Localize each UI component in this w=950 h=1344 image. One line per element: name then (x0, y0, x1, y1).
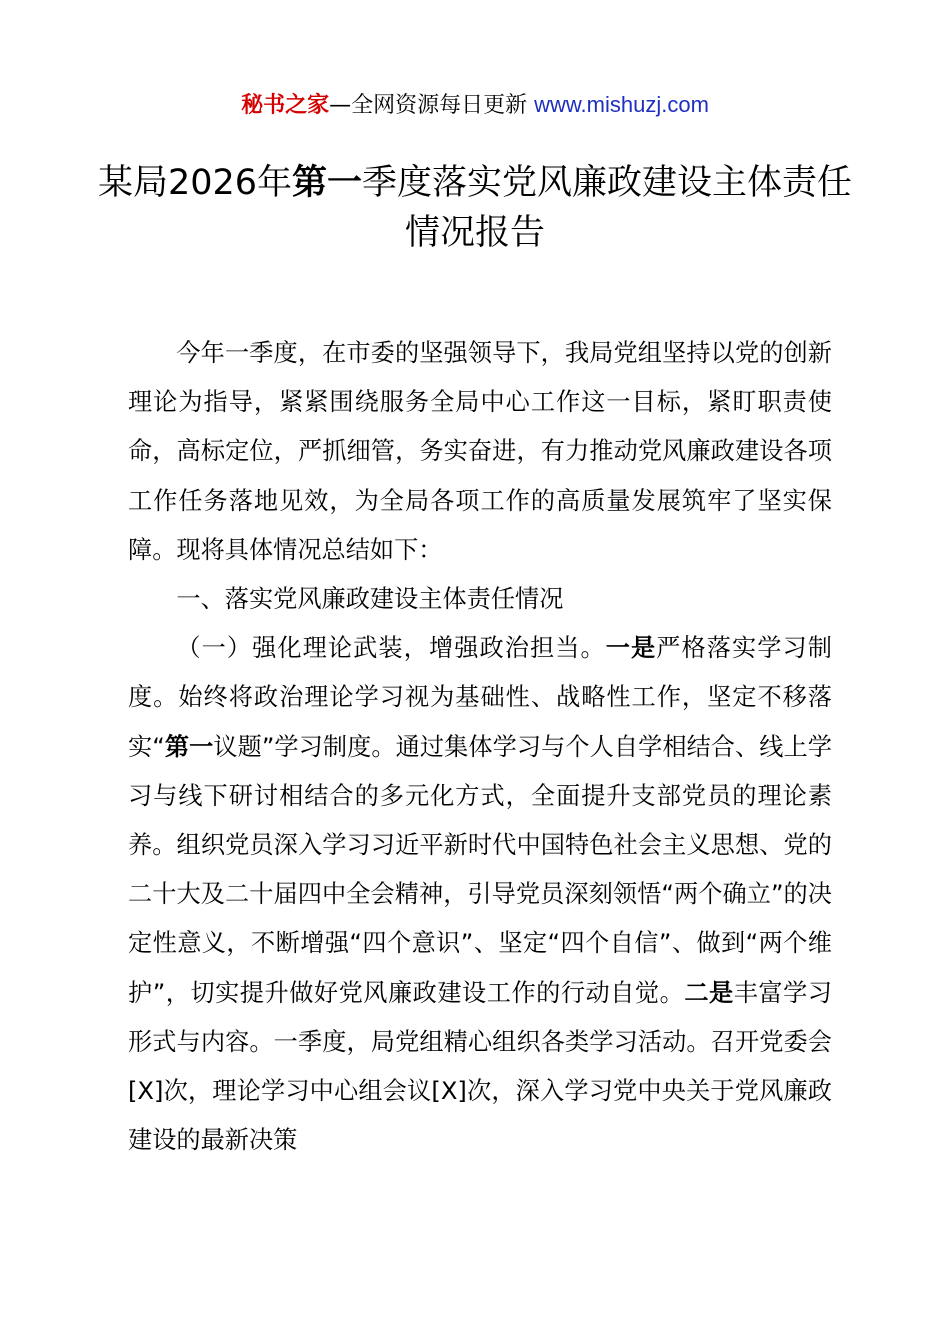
point-one-text: 严格落实学习制度。始终将政治理论学习视为基础性、战略性工作，坚定不移落实“ (128, 634, 832, 761)
site-url[interactable]: www.mishuzj.com (534, 92, 709, 117)
subsection-heading: （一）强化理论武装，增强政治担当。 (176, 634, 606, 663)
document-title (95, 158, 855, 258)
title-bold: 第一 (292, 163, 363, 203)
point-two-text: 丰富学习形式与内容。一季度，局党组精心组织各类学习活动。召开党委会[X]次，理论学习中心组会议[X]次，深入学习党中央关于党风廉政建设的最新决策 (128, 978, 832, 1155)
title-part-1: 某局2026年 (97, 163, 293, 203)
brand-name: 秘书之家 (241, 93, 330, 118)
header-tagline: —全网资源每日更新 (329, 93, 528, 118)
intro-paragraph: 今年一季度，在市委的坚强领导下，我局党组坚持以党的创新理论为指导，紧紧围绕服务全局中心工作这一目标，紧盯职责使命，高标定位，严抓细管，务实奋进，有力推动党风廉政建设各项工作任务落地见效，为全局各项工作的高质量发展筑牢了坚实保障。现将具体情况总结如下： (128, 339, 832, 564)
first-topic-bold: 第一 (164, 732, 214, 761)
point-one-text-cont: 议题”学习制度。通过集体学习与个人自学相结合、线上学习与线下研讨相结合的多元化方式，全面提升支部党员的理论素养。组织党员深入学习习近平新时代中国特色社会主义思想、党的二十大及二十届四中全会精神，引导党员深刻领悟“两个确立”的决定性意义，不断增强“四个意识”、坚定“四个自信”、做到“两个维护”，切实提升做好党风廉政建设工作的行动自觉。 (128, 732, 832, 1007)
point-two-label: 二是 (684, 978, 734, 1007)
subsection-paragraph (128, 624, 832, 1165)
title-part-2: 季度落实党风廉政建设主体责任情况报告 (362, 163, 853, 253)
site-header (0, 88, 950, 123)
point-one-label: 一是 (605, 634, 657, 663)
section-heading: 一、落实党风廉政建设主体责任情况 (176, 585, 564, 614)
document-body (128, 329, 832, 1165)
